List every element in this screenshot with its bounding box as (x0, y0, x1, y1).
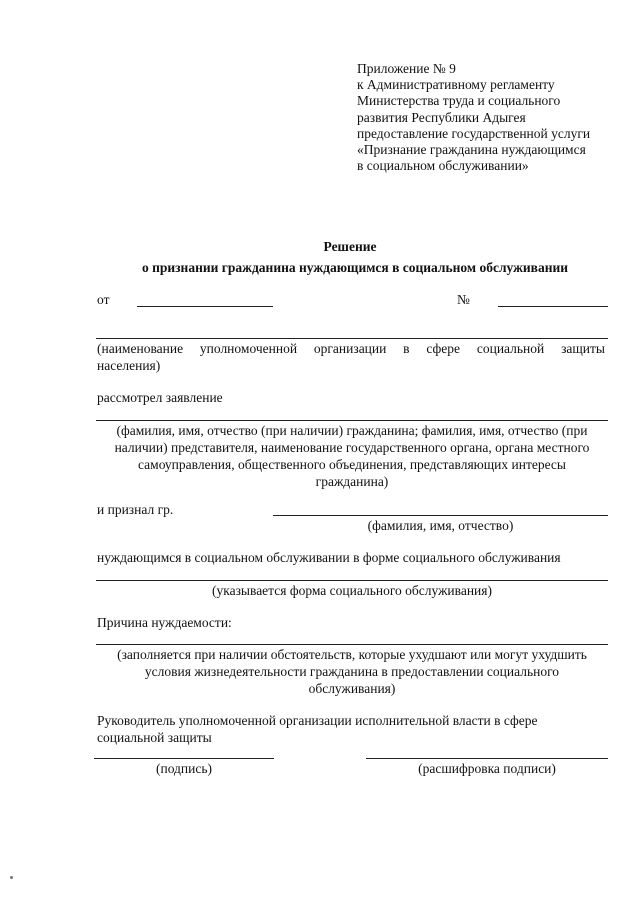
annex-line-7: в социальном обслуживании» (357, 158, 529, 174)
number-field-line[interactable] (498, 306, 608, 307)
organization-hint-line-2: населения) (97, 358, 161, 373)
considered-label: рассмотрел заявление (97, 390, 223, 405)
document-subtitle: о признании гражданина нуждающимся в социальном обслуживании (141, 260, 569, 275)
reason-hint-line-2: условия жизнедеятельности гражданина в предоставлении социального (144, 664, 560, 679)
citizen-name-field-line[interactable] (273, 515, 608, 516)
number-label: № (457, 292, 470, 307)
service-form-hint: (указывается форма социального обслуживания) (212, 583, 492, 598)
signature-hint: (подпись) (155, 761, 213, 776)
applicant-hint-line-4: гражданина) (315, 474, 389, 489)
annex-line-4: развития Республики Адыгея (357, 109, 526, 125)
service-form-field-line[interactable] (96, 580, 608, 581)
date-field-line[interactable] (137, 306, 273, 307)
annex-line-1: Приложение № 9 (357, 61, 456, 76)
reason-hint-line-3: обслуживания) (308, 681, 396, 696)
recognized-label: и признал гр. (97, 502, 174, 517)
annex-block (357, 61, 617, 174)
needing-text: нуждающимся в социальном обслуживании в форме социального обслуживания (97, 550, 561, 565)
applicant-hint-line-1: (фамилия, имя, отчество (при наличии) гражданина; фамилия, имя, отчество (при (116, 423, 588, 438)
head-text-line-1: Руководитель уполномоченной организации исполнительной власти в сфере (97, 713, 538, 728)
reason-field-line[interactable] (96, 644, 608, 645)
head-text-line-2: социальной защиты (97, 730, 212, 745)
signature-decoding-hint: (расшифровка подписи) (418, 761, 556, 776)
organization-field-line[interactable] (96, 338, 608, 339)
applicant-hint-line-2: наличии) представителя, наименование государственного органа, органа местного (114, 440, 590, 455)
fio-hint: (фамилия, имя, отчество) (367, 518, 514, 533)
applicant-hint-line-3: самоуправления, общественного объединения, представляющих интересы (138, 457, 566, 472)
reason-label: Причина нуждаемости: (97, 615, 232, 630)
annex-line-2: к Административному регламенту (357, 77, 555, 93)
from-label: от (97, 292, 110, 307)
annex-line-3: Министерства труда и социального (357, 93, 561, 109)
annex-line-5: предоставление государственной услуги (357, 125, 591, 141)
reason-hint-line-1: (заполняется при наличии обстоятельств, которые ухудшают или могут ухудшить (117, 647, 587, 662)
signature-decoding-field-line[interactable] (366, 758, 608, 759)
annex-line-6: «Признание гражданина нуждающимся (357, 142, 586, 158)
applicant-field-line[interactable] (96, 420, 608, 421)
organization-hint-line-1: (наименование уполномоченной организации в сфере социальной защиты (97, 341, 605, 356)
scan-speck (10, 876, 13, 879)
signature-field-line[interactable] (94, 758, 274, 759)
document-title: Решение (323, 239, 377, 254)
